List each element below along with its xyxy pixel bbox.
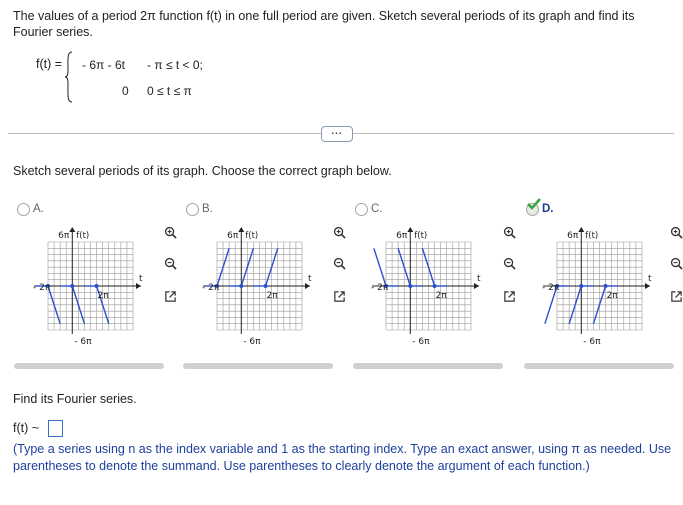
option-label-d: D.: [542, 203, 554, 215]
x-min-label: - 2π: [202, 283, 220, 293]
zoom-in-icon[interactable]: [333, 226, 346, 239]
expand-icon[interactable]: [333, 290, 346, 303]
zoom-in-icon[interactable]: [164, 226, 177, 239]
closed-point: [264, 284, 268, 288]
x-max-label: 2π: [97, 291, 109, 301]
expand-question-button[interactable]: ...: [321, 126, 353, 142]
y-axis-label: f(t): [76, 231, 90, 241]
closed-point: [70, 284, 74, 288]
expand-icon[interactable]: [164, 290, 177, 303]
zoom-out-icon[interactable]: [333, 257, 346, 270]
x-max-label: 2π: [266, 291, 278, 301]
graph-option-d: [539, 222, 669, 347]
graph-scrollbar[interactable]: [353, 363, 503, 369]
expand-icon[interactable]: [503, 290, 516, 303]
x-axis-label: t: [139, 274, 143, 284]
function-segment: [374, 248, 386, 286]
y-max-label: 6π: [58, 231, 70, 241]
piece-1-expr: - 6π - 6t: [82, 58, 125, 72]
answer-hint: (Type a series using n as the index variable and 1 as the starting index. Type an exact answer, using π as needed. Use parentheses to denote the summand. Use parentheses to clearly denote the argument of each function.): [13, 442, 672, 473]
y-min-label: - 6π: [243, 337, 261, 347]
answer-lhs: f(t) ~: [13, 421, 40, 435]
option-label-c: C.: [371, 203, 383, 215]
graph-prompt: Sketch several periods of its graph. Choose the correct graph below.: [13, 164, 392, 178]
correct-check-icon: [527, 198, 541, 210]
y-min-label: - 6π: [74, 337, 92, 347]
x-axis-label: t: [308, 274, 312, 284]
x-max-label: 2π: [606, 291, 618, 301]
graph-option-a: [30, 222, 160, 347]
y-axis-arrow: [407, 227, 413, 232]
option-radio-a[interactable]: [17, 203, 30, 216]
y-axis-arrow: [69, 227, 75, 232]
piece-2-domain: 0 ≤ t ≤ π: [147, 84, 192, 98]
zoom-in-icon[interactable]: [670, 226, 683, 239]
piece-2-expr: 0: [122, 84, 129, 98]
fourier-prompt: Find its Fourier series.: [13, 392, 137, 406]
closed-point: [604, 284, 608, 288]
expand-icon[interactable]: [670, 290, 683, 303]
option-radio-c[interactable]: [355, 203, 368, 216]
zoom-out-icon[interactable]: [164, 257, 177, 270]
answer-input[interactable]: [48, 420, 63, 437]
x-axis-label: t: [477, 274, 481, 284]
zoom-out-icon[interactable]: [670, 257, 683, 270]
y-axis-label: f(t): [245, 231, 259, 241]
x-min-label: - 2π: [33, 283, 51, 293]
closed-point: [433, 284, 437, 288]
y-axis-label: f(t): [585, 231, 599, 241]
graph-option-b: [199, 222, 329, 347]
function-lhs: f(t) =: [36, 57, 63, 71]
option-label-b: B.: [202, 203, 213, 215]
y-axis-arrow: [578, 227, 584, 232]
closed-point: [579, 284, 583, 288]
y-axis-label: f(t): [414, 231, 428, 241]
y-min-label: - 6π: [412, 337, 430, 347]
graph-option-c: [368, 222, 498, 347]
zoom-out-icon[interactable]: [503, 257, 516, 270]
y-max-label: 6π: [567, 231, 579, 241]
question-text: The values of a period 2π function f(t) in one full period are given. Sketch several periods of its graph and find its Fourier series.: [13, 9, 635, 39]
y-max-label: 6π: [227, 231, 239, 241]
left-brace: [64, 51, 73, 103]
y-max-label: 6π: [396, 231, 408, 241]
zoom-in-icon[interactable]: [503, 226, 516, 239]
x-min-label: - 2π: [371, 283, 389, 293]
y-axis-arrow: [238, 227, 244, 232]
graph-scrollbar[interactable]: [14, 363, 164, 369]
x-min-label: - 2π: [542, 283, 560, 293]
piece-1-domain: - π ≤ t < 0;: [147, 58, 203, 72]
graph-scrollbar[interactable]: [183, 363, 333, 369]
option-label-a: A.: [33, 203, 44, 215]
closed-point: [95, 284, 99, 288]
y-min-label: - 6π: [583, 337, 601, 347]
closed-point: [408, 284, 412, 288]
x-axis-label: t: [648, 274, 652, 284]
x-max-label: 2π: [435, 291, 447, 301]
graph-scrollbar[interactable]: [524, 363, 674, 369]
closed-point: [239, 284, 243, 288]
option-radio-b[interactable]: [186, 203, 199, 216]
